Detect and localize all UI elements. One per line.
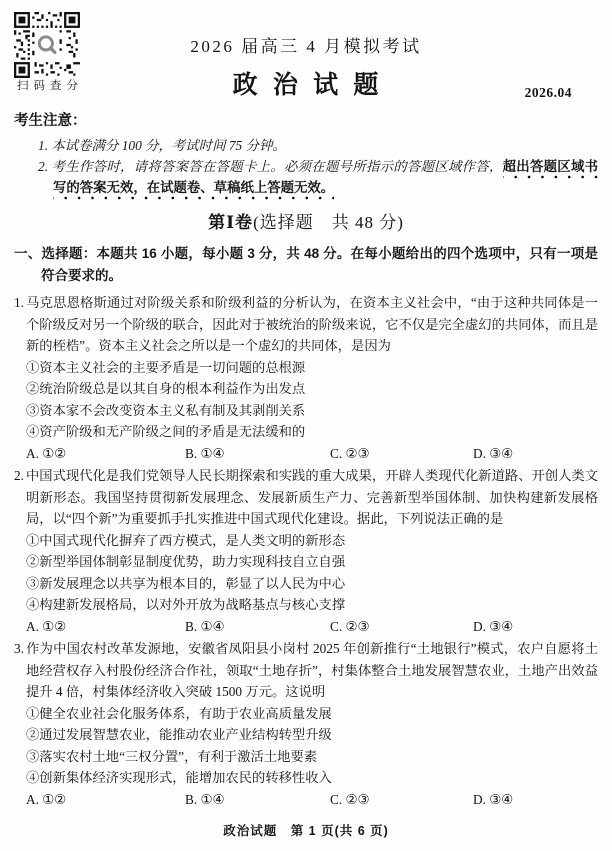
notice-heading: 考生注意： [14, 113, 87, 129]
question-1-option-b: B. ①④ [185, 445, 225, 461]
notice-item-2-emphasis: 超出答题区域书写的答案无效，在试题卷、草稿纸上答题无效。 [53, 159, 598, 200]
question-1-number: 1. [14, 295, 24, 310]
question-3-item-2: ②通过发展智慧农业，能推动农业产业结构转型升级 [26, 727, 332, 742]
question-2-number: 2. [14, 468, 24, 483]
page-footer: 政治试题 第 1 页(共 6 页) [223, 824, 389, 838]
session-title: 2026 届高三 4 月模拟考试 [190, 37, 422, 56]
qr-code-icon [14, 12, 80, 78]
question-2-item-4: ④构建新发展格局，以对外开放为战略基点与核心支撑 [26, 597, 346, 612]
question-3-stem [14, 638, 598, 703]
question-2-item-3: ③新发展理念以共享为根本目的，彰显了以人民为中心 [26, 575, 346, 591]
question-1 [14, 292, 598, 464]
question-1-stem [14, 292, 598, 357]
question-3-option-c: C. ②③ [330, 791, 370, 807]
question-2-option-a: A. ①② [26, 618, 67, 634]
question-3-option-d: D. ③④ [473, 791, 514, 807]
notice-item-2-text: 2. 考生作答时，请将答案答在答题卡上。必须在题号所指示的答题区域作答， [38, 159, 503, 174]
exam-date: 2026.04 [524, 85, 572, 100]
question-list [0, 292, 612, 810]
question-1-item-4: ④资产阶级和无产阶级之间的矛盾是无法缓和的 [26, 424, 306, 439]
question-2-item-2: ②新型举国体制彰显制度优势，助力实现科技自立自强 [26, 554, 346, 569]
question-1-item-2: ②统治阶级总是以其自身的根本利益作为出发点 [26, 381, 306, 396]
notice-item-2 [38, 156, 598, 198]
question-1-item-3: ③资本家不会改变资本主义私有制及其剥削关系 [26, 402, 306, 418]
question-2-option-c: C. ②③ [330, 618, 370, 634]
question-3-option-a: A. ①② [26, 791, 67, 807]
section1-intro-text: 一、选择题：本题共 16 小题，每小题 3 分，共 48 分。在每小题给出的四个选项中，只有一项是符合要求的。 [14, 246, 598, 283]
question-2-item-1: ①中国式现代化摒弃了西方模式，是人类文明的新形态 [26, 532, 346, 548]
notice-item-1 [38, 135, 598, 156]
question-1-option-a: A. ①② [26, 445, 67, 461]
notice-list [38, 135, 598, 198]
question-2-stem [14, 465, 598, 530]
question-3-item-1: ①健全农业社会化服务体系，有助于农业高质量发展 [26, 705, 332, 721]
notice-section [0, 112, 612, 198]
question-1-option-d: D. ③④ [473, 445, 514, 461]
paper-title: 政 治 试 题 [232, 72, 380, 99]
question-3-number: 3. [14, 641, 24, 656]
question-1-stem-text: 马克思恩格斯通过对阶级关系和阶级利益的分析认为，在资本主义社会中，“由于这种共同体是一个阶级反对另一个阶级的联合，因此对于被统治的阶级来说，它不仅是完全虚幻的共同体，而且是新的桎梏”。资本主义社会之所以是一个虚幻的共同体，是因为 [25, 295, 598, 353]
question-3 [14, 638, 598, 810]
section1-heading [0, 211, 612, 234]
question-2-options [26, 616, 598, 638]
notice-item-1-text: 1. 本试卷满分 100 分，考试时间 75 分钟。 [38, 138, 286, 153]
question-1-option-c: C. ②③ [330, 445, 370, 461]
question-2 [14, 465, 598, 637]
section1-intro [0, 243, 612, 286]
paper-title-row [0, 70, 612, 101]
question-3-options [26, 789, 598, 811]
qr-caption: 扫码查分 [17, 80, 83, 92]
question-3-stem-text: 作为中国农村改革发源地，安徽省凤阳县小岗村 2025 年创新推行“土地银行”模式，农户自愿将土地经营权存入村股份经济合作社，领取“土地存折”，村集体整合土地发展智慧农业，土地产出效益提升 4 倍，村集体经济收入突破 1500 万元。这说明 [25, 641, 598, 699]
question-1-item-1: ①资本主义社会的主要矛盾是一切问题的总根源 [26, 359, 306, 375]
question-3-item-3: ③落实农村土地“三权分置”，有利于激活土地要素 [26, 748, 318, 764]
question-2-stem-text: 中国式现代化是我们党领导人民长期探索和实践的重大成果，开辟人类现代化新道路、开创人类文明新形态。我国坚持贯彻新发展理念、发展新质生产力、完善新型举国体制、加快构建新发展格局，以“四个新”为重要抓手扎实推进中国式现代化建设。据此，下列说法正确的是 [25, 468, 598, 526]
question-1-options [26, 443, 598, 465]
section1-heading-volume: 第Ⅰ卷 [208, 213, 254, 232]
question-3-item-4: ④创新集体经济实现形式，能增加农民的转移性收入 [26, 770, 332, 785]
question-2-option-d: D. ③④ [473, 618, 514, 634]
header [0, 0, 612, 101]
question-2-option-b: B. ①④ [185, 618, 225, 634]
question-3-option-b: B. ①④ [185, 791, 225, 807]
section1-heading-subtitle: (选择题 共 48 分) [253, 213, 404, 232]
